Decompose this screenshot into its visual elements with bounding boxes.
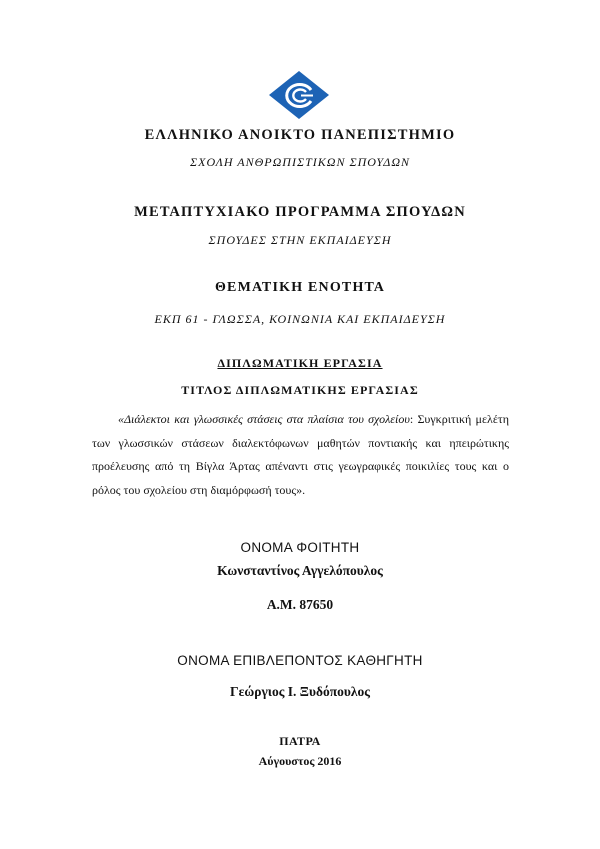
school-name: ΣΧΟΛΗ ΑΝΘΡΩΠΙΣΤΙΚΩΝ ΣΠΟΥΔΩΝ bbox=[190, 155, 410, 169]
specialization-name: ΣΠΟΥΔΕΣ ΣΤΗΝ ΕΚΠΑΙΔΕΥΣΗ bbox=[208, 233, 392, 247]
eap-logo-icon bbox=[268, 70, 330, 120]
city: ΠΑΤΡΑ bbox=[279, 734, 321, 748]
program-name: ΜΕΤΑΠΤΥΧΙΑΚΟ ΠΡΟΓΡΑΜΜΑ ΣΠΟΥΔΩΝ bbox=[134, 204, 466, 220]
supervisor-name: Γεώργιος Ι. Ξυδόπουλος bbox=[230, 684, 370, 699]
supervisor-label: ΟΝΟΜΑ ΕΠΙΒΛΕΠΟΝΤΟΣ ΚΑΘΗΓΗΤΗ bbox=[177, 653, 423, 668]
date: Αύγουστος 2016 bbox=[258, 754, 342, 768]
student-id: Α.Μ. 87650 bbox=[266, 597, 334, 612]
course-name: ΕΚΠ 61 - ΓΛΩΣΣΑ, ΚΟΙΝΩΝΙΑ ΚΑΙ ΕΚΠΑΙΔΕΥΣΗ bbox=[154, 312, 446, 326]
thesis-title-label: ΤΙΤΛΟΣ ΔΙΠΛΩΜΑΤΙΚΗΣ ΕΡΓΑΣΙΑΣ bbox=[181, 383, 419, 397]
thesis-title-paragraph bbox=[92, 408, 509, 502]
university-name: ΕΛΛΗΝΙΚΟ ΑΝΟΙΚΤΟ ΠΑΝΕΠΙΣΤΗΜΙΟ bbox=[144, 127, 456, 143]
student-name-label: ΟΝΟΜΑ ΦΟΙΤΗΤΗ bbox=[240, 540, 360, 555]
student-name: Κωνσταντίνος Αγγελόπουλος bbox=[217, 563, 383, 578]
thesis-label: ΔΙΠΛΩΜΑΤΙΚΗ ΕΡΓΑΣΙΑ bbox=[217, 356, 383, 370]
thematic-unit-label: ΘΕΜΑΤΙΚΗ ΕΝΟΤΗΤΑ bbox=[214, 280, 386, 295]
thesis-title-italic: «Διάλεκτοι και γλωσσικές στάσεις στα πλαίσια του σχολείου bbox=[118, 412, 410, 426]
thesis-title-rest: : Συγκριτική μελέτη των γλωσσικών στάσεων διαλεκτόφωνων μαθητών ποντιακής και ηπειρώτικης προέλευσης από τη Βίγλα Άρτας απέναντι στις γεωγραφικές ποικιλίες τους και ο ρόλος του σχολείου στη διαμόρφωσή τους». bbox=[92, 412, 509, 497]
